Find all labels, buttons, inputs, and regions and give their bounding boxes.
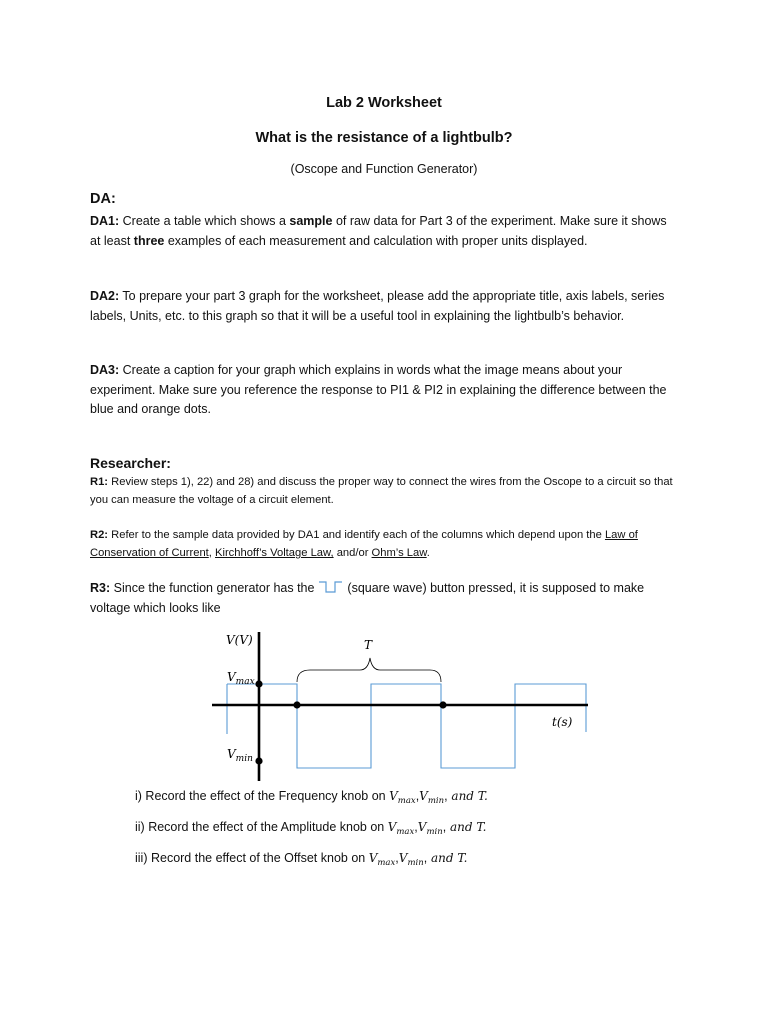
r3-text-1: Since the function generator has the — [110, 581, 318, 595]
q1-vmin-sub: min — [427, 796, 445, 806]
da2-label: DA2: — [90, 289, 120, 303]
vmin-point — [255, 757, 262, 764]
q1-vmax-sub: max — [397, 796, 416, 806]
q1-vmax-v: V — [389, 789, 398, 803]
da3-paragraph — [90, 361, 680, 420]
q2-vmax-v: V — [387, 820, 397, 834]
q2-vmax — [387, 820, 418, 837]
r1-text: Review steps 1), 22) and 28) and discuss the proper way to connect the wires from the Oscope to a circuit so that you can measure the voltage of a circuit element. — [90, 476, 673, 506]
r2-sep-2: and/or — [333, 547, 372, 559]
researcher-heading: Researcher: — [90, 455, 171, 471]
da1-text-1: Create a table which shows a — [119, 214, 290, 228]
q1-comma-2: , — [444, 789, 448, 803]
q2-vmin-v: V — [417, 820, 427, 834]
question-amplitude — [135, 820, 486, 837]
r2-sep-1: , — [208, 547, 215, 559]
question-offset — [135, 851, 467, 868]
r2-paragraph — [90, 526, 690, 562]
q2-dot: . — [482, 820, 487, 834]
vmax-label-sub: max — [235, 677, 255, 687]
question-offset-text: iii) Record the effect of the Offset knob on — [135, 851, 369, 865]
q1-dot: . — [484, 789, 488, 803]
q1-vmin-v: V — [419, 789, 428, 803]
q1-vmax — [389, 789, 416, 806]
q2-and-t: and T — [446, 820, 483, 834]
q2-vmin-sub: min — [426, 827, 443, 837]
square-wave-icon — [318, 580, 344, 594]
da3-label: DA3: — [90, 363, 120, 377]
vmin-label-v: V — [227, 747, 236, 761]
worksheet-subtitle: What is the resistance of a lightbulb? — [255, 130, 513, 146]
square-wave-graph — [200, 626, 600, 786]
q2-comma-2: , — [442, 820, 447, 834]
link-kirchhoff-voltage-law: Kirchhoff’s Voltage Law, — [215, 547, 334, 559]
square-wave-trace — [227, 684, 586, 768]
equipment-note: (Oscope and Function Generator) — [290, 162, 478, 176]
q3-comma-1: , — [395, 851, 399, 865]
da1-paragraph — [90, 212, 680, 251]
q2-vmax-sub: max — [396, 827, 415, 837]
da1-bold-sample: sample — [289, 214, 333, 228]
q2-comma-1: , — [414, 820, 418, 834]
r3-text-2: (square wave) button pressed, it is supposed to make voltage which looks like — [90, 581, 645, 615]
da3-text: Create a caption for your graph which explains in words what the image means about your experiment. Make sure you reference the response to PI1 & PI2 in explaining the difference between the blue and orange dots. — [90, 363, 667, 416]
da1-text-3: examples of each measurement and calculation with proper units displayed. — [164, 233, 588, 248]
r2-text: Refer to the sample data provided by DA1 and identify each of the columns which depend upon the — [108, 529, 605, 541]
link-ohms-law: Ohm’s Law — [371, 547, 427, 559]
q2-vmin — [417, 820, 443, 837]
vmax-point — [255, 680, 262, 687]
da1-bold-three: three — [133, 233, 165, 248]
q3-vmin-sub: min — [407, 858, 424, 868]
r1-label: R1: — [90, 476, 109, 488]
vmax-label-v: V — [227, 670, 236, 684]
period-label: T — [364, 638, 373, 652]
q3-vmax-v: V — [368, 851, 378, 865]
q3-vmin — [398, 851, 424, 868]
period-start-point — [293, 701, 300, 708]
r1-paragraph — [90, 473, 690, 509]
q1-comma-1: , — [415, 789, 420, 803]
da1-label: DA1: — [90, 214, 120, 228]
link-conservation-of-current: Law of Conservation of Current — [90, 529, 638, 559]
period-end-point — [439, 701, 446, 708]
question-frequency-text: i) Record the effect of the Frequency knob on — [135, 789, 390, 803]
r3-label: R3: — [90, 581, 111, 595]
q1-and-t: and T — [447, 789, 485, 803]
vmin-label-sub: min — [235, 754, 253, 764]
worksheet-title: Lab 2 Worksheet — [326, 95, 442, 111]
q3-and-t: and T — [427, 851, 464, 865]
q3-vmin-v: V — [398, 851, 408, 865]
da-heading: DA: — [90, 191, 116, 207]
q3-vmax — [368, 851, 399, 868]
q1-vmin — [419, 789, 445, 806]
period-brace — [297, 658, 441, 682]
r2-end: . — [426, 547, 430, 559]
x-axis-label: t(s) — [552, 715, 573, 729]
r2-label: R2: — [90, 529, 109, 541]
y-axis-label: V(V) — [226, 633, 253, 647]
vmin-label — [227, 747, 253, 764]
da2-paragraph — [90, 287, 680, 326]
da1-text-2: of raw data for Part 3 of the experiment. Make sure it shows at least — [90, 214, 667, 248]
question-frequency — [135, 789, 488, 806]
question-amplitude-text: ii) Record the effect of the Amplitude knob on — [135, 820, 388, 834]
da2-text: To prepare your part 3 graph for the worksheet, please add the appropriate title, axis labels, series labels, Units, etc. to this graph so that it will be a useful tool in explaining the lightbulb’s behavior. — [90, 289, 665, 323]
q3-vmax-sub: max — [377, 858, 396, 868]
r3-paragraph — [90, 579, 680, 618]
q3-comma-2: , — [423, 851, 428, 865]
q3-dot: . — [463, 851, 468, 865]
